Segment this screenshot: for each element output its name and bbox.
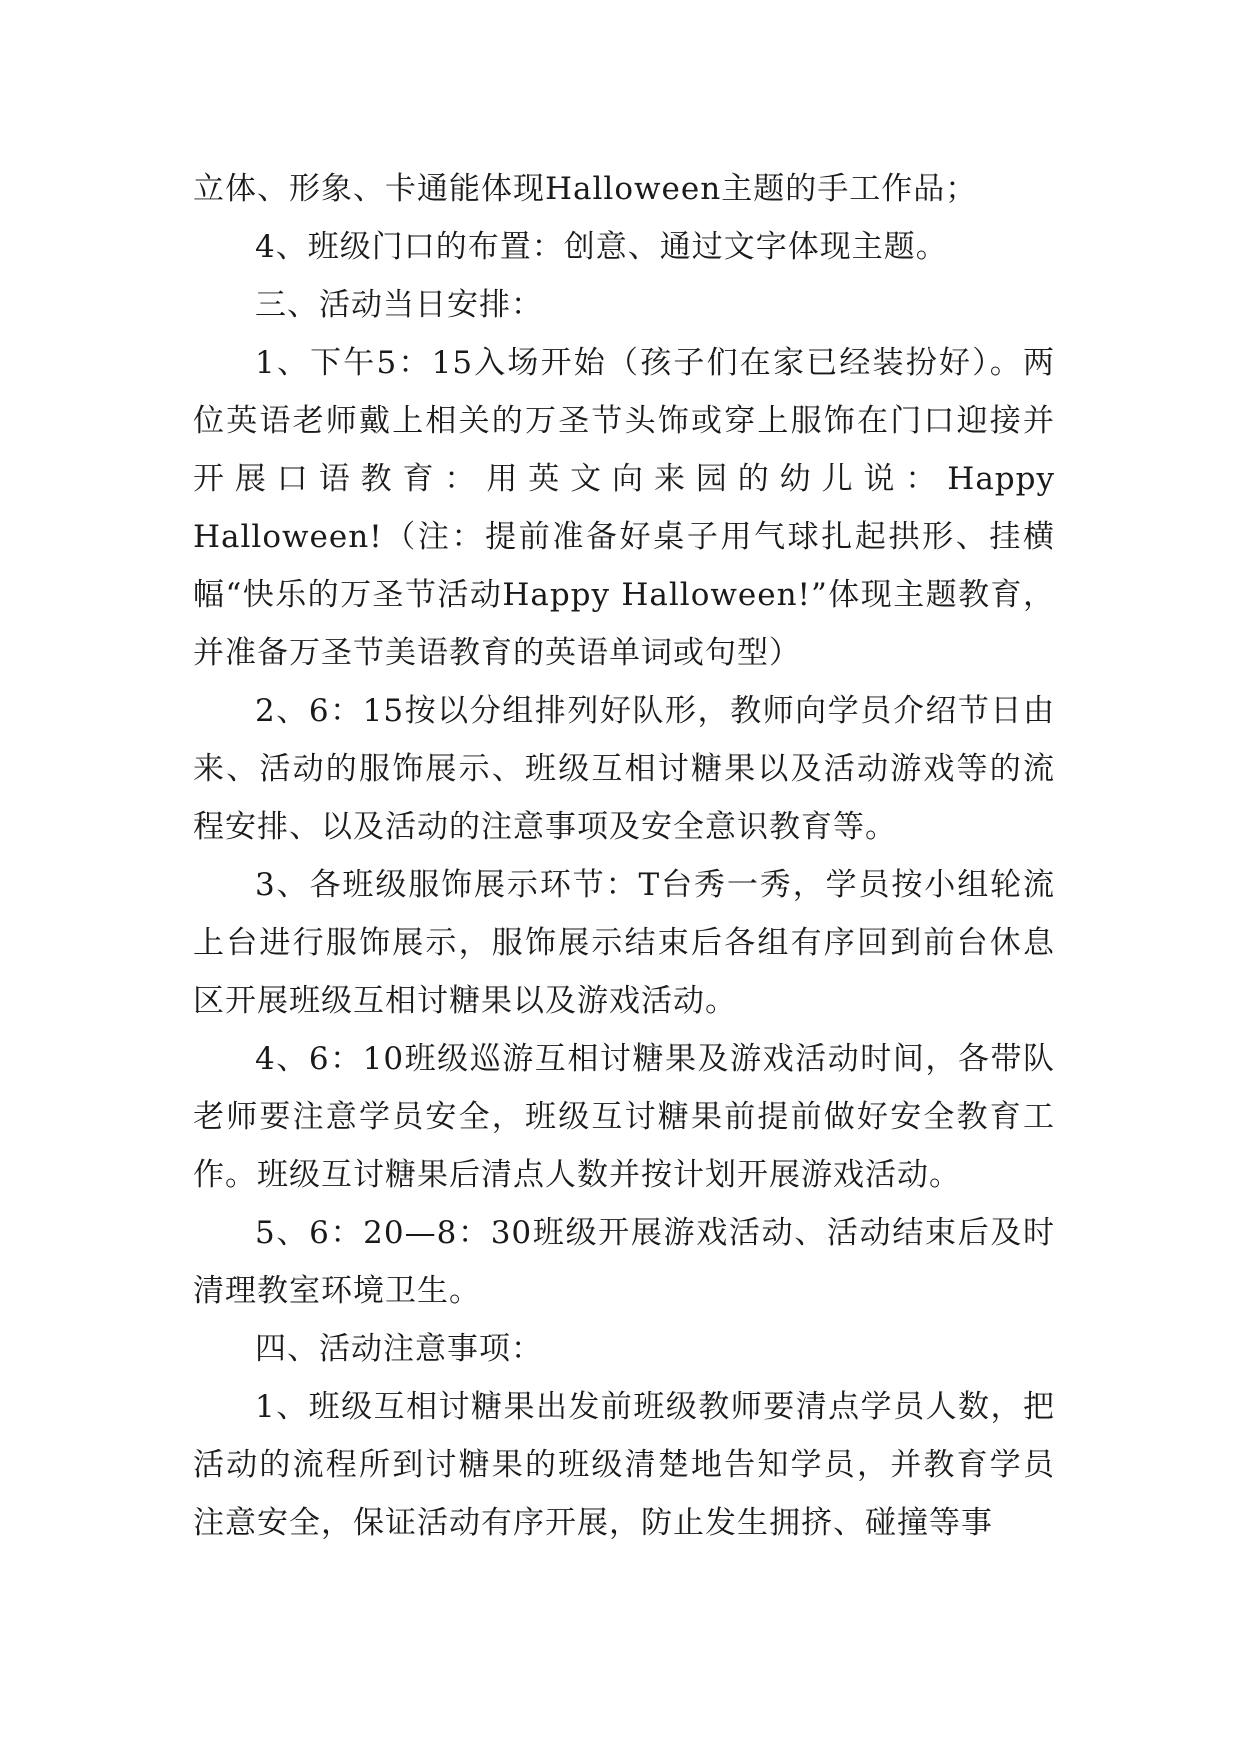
paragraph: 1、班级互相讨糖果出发前班级教师要清点学员人数，把活动的流程所到讨糖果的班级清楚地告知学员，并教育学员注意安全，保证活动有序开展，防止发生拥挤、碰撞等事 bbox=[193, 1389, 1055, 1541]
paragraph: 4、班级门口的布置：创意、通过文字体现主题。 bbox=[255, 229, 948, 265]
paragraph: 立体、形象、卡通能体现Halloween主题的手工作品； bbox=[193, 171, 978, 207]
section-heading: 三、活动当日安排： bbox=[255, 287, 543, 323]
paragraph: 2、6：15按以分组排列好队形，教师向学员介绍节日由来、活动的服饰展示、班级互相讨糖果以及活动游戏等的流程安排、以及活动的注意事项及安全意识教育等。 bbox=[193, 693, 1055, 845]
paragraph: 1、下午5：15入场开始（孩子们在家已经装扮好）。两位英语老师戴上相关的万圣节头饰或穿上服饰在门口迎接并开展口语教育：用英文向来园的幼儿说：Happy Halloween!（注：提前准备好桌子用气球扎起拱形、挂横幅“快乐的万圣节活动Happy Halloween!”体现主题教育，并准备万圣节美语教育的英语单词或句型） bbox=[193, 345, 1055, 671]
paragraph: 3、各班级服饰展示环节：T台秀一秀，学员按小组轮流上台进行服饰展示，服饰展示结束后各组有序回到前台休息区开展班级互相讨糖果以及游戏活动。 bbox=[193, 867, 1055, 1019]
paragraph: 4、6：10班级巡游互相讨糖果及游戏活动时间，各带队老师要注意学员安全，班级互讨糖果前提前做好安全教育工作。班级互讨糖果后清点人数并按计划开展游戏活动。 bbox=[193, 1041, 1055, 1193]
paragraph: 5、6：20—8：30班级开展游戏活动、活动结束后及时清理教室环境卫生。 bbox=[193, 1215, 1055, 1309]
document-body bbox=[193, 160, 1055, 1552]
section-heading: 四、活动注意事项： bbox=[255, 1331, 543, 1367]
